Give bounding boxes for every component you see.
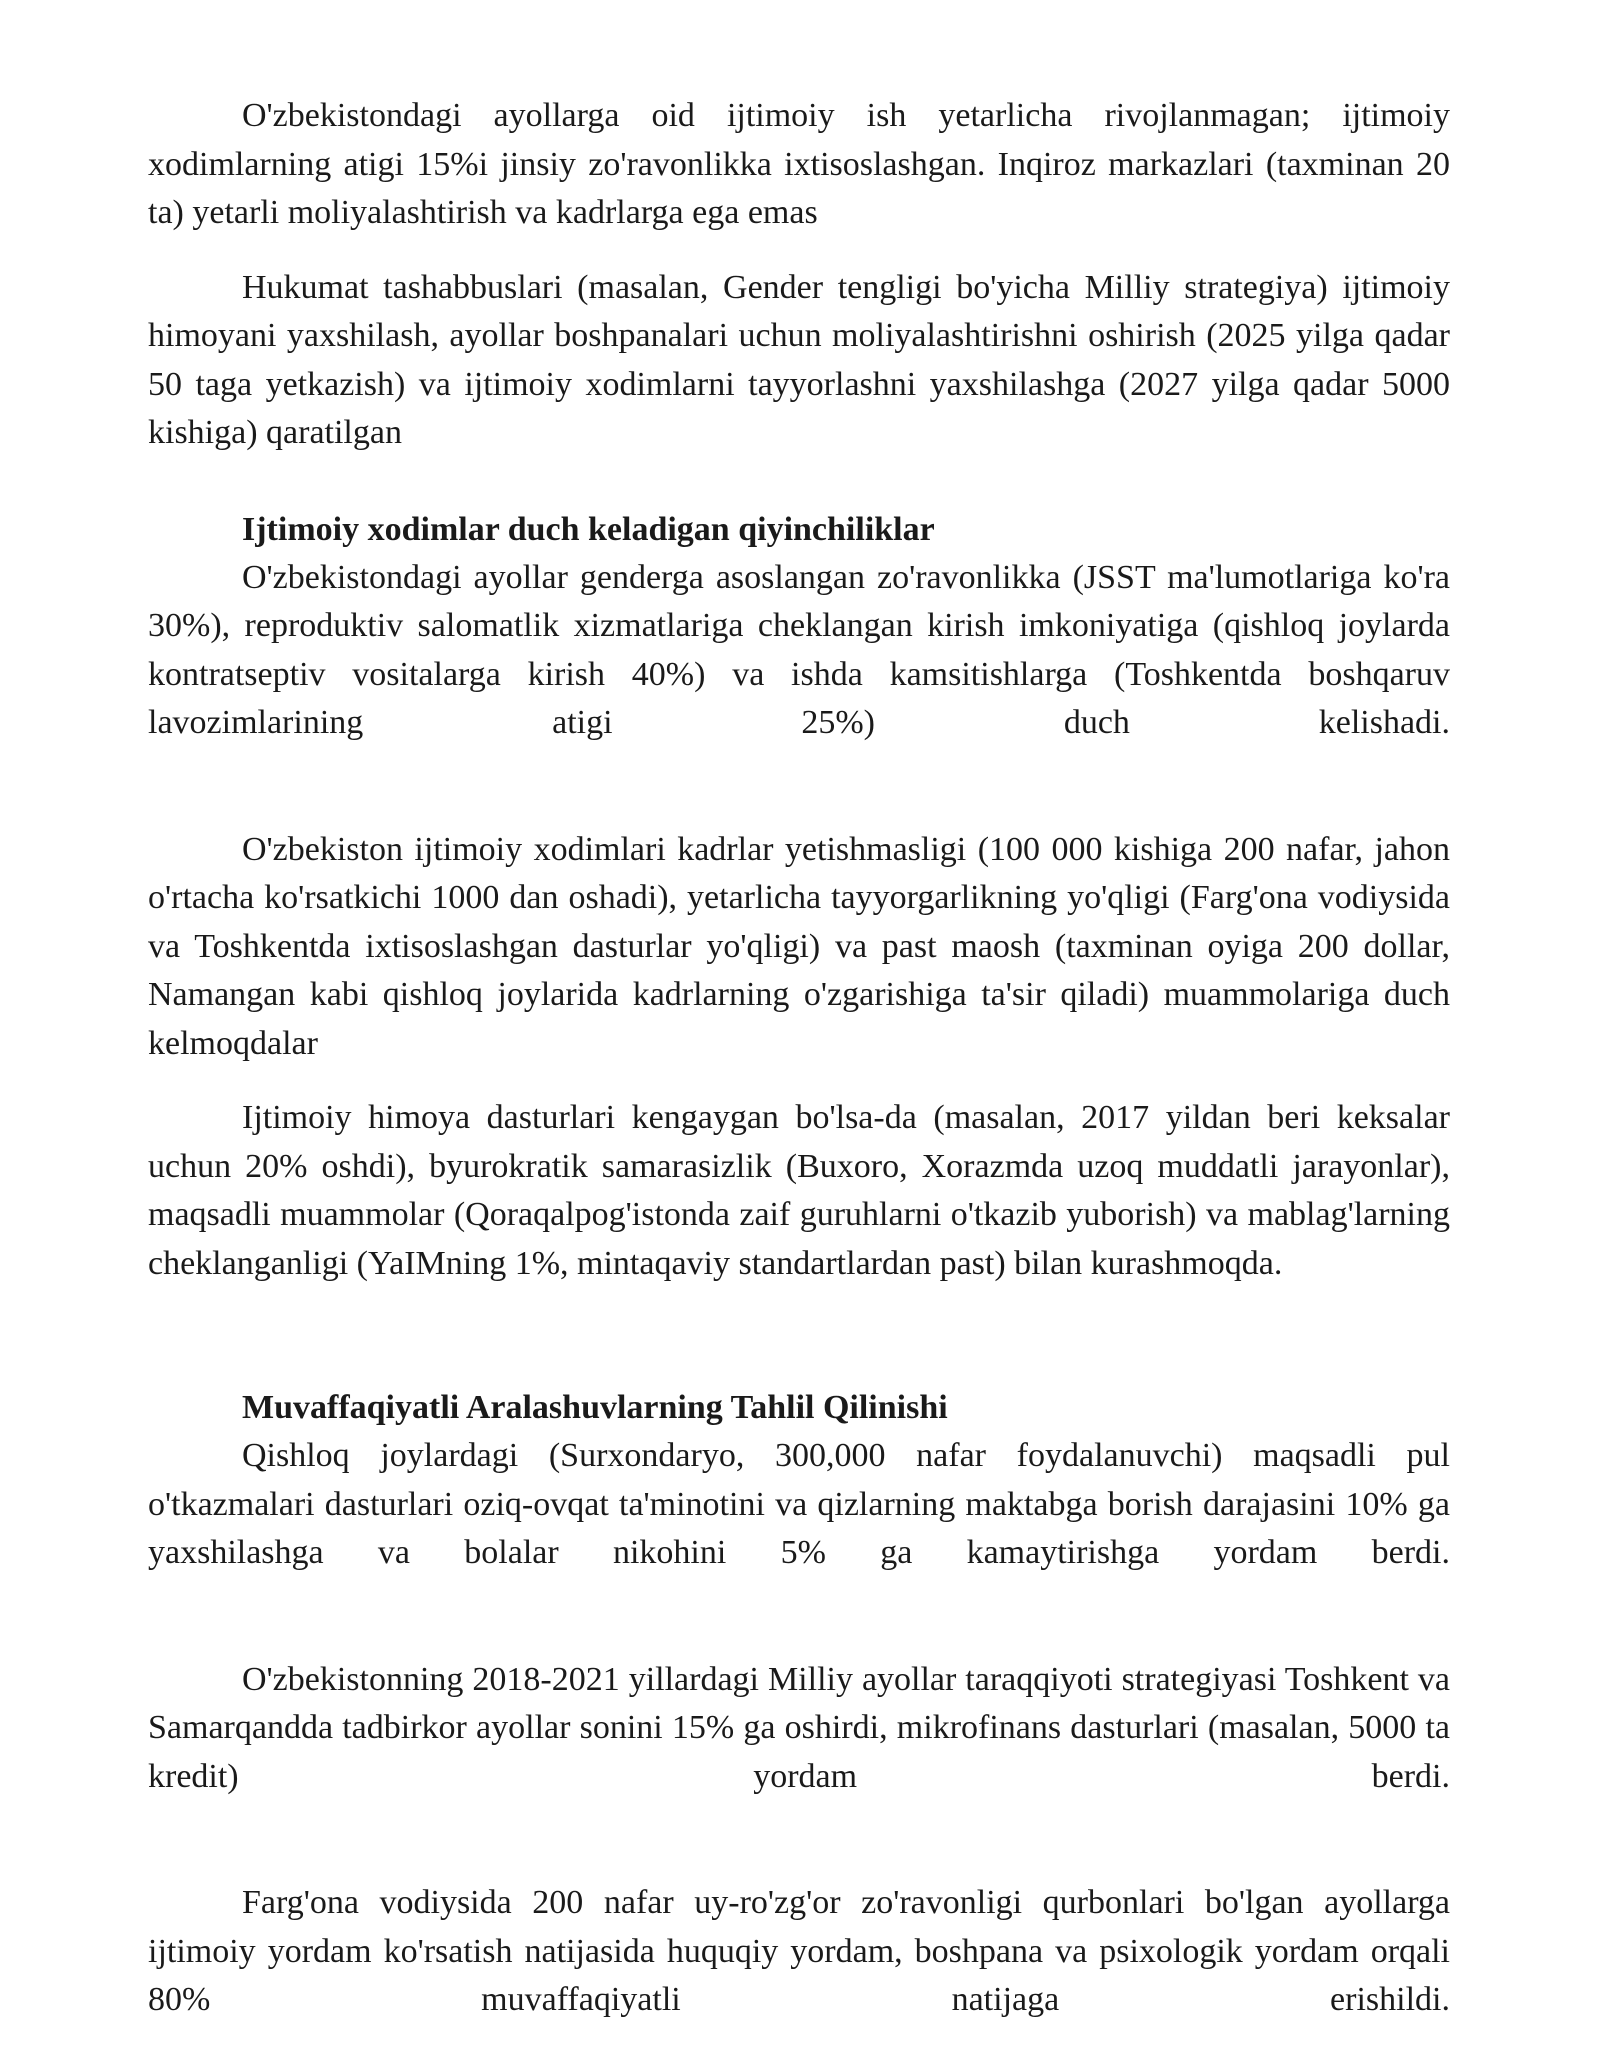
paragraph-cash-transfers: Qishloq joylardagi (Surxondaryo, 300,000 nafar foydalanuvchi) maqsadli pul o'tkazmalari dasturlari oziq-ovqat ta'minotini va qizlarning maktabga borish darajasini 10% ga yaxshilashga va bolalar nikohini 5% ga kamaytirishga yordam berdi.	[148, 1437, 1450, 1571]
document-page	[148, 92, 1450, 2025]
paragraph-social-work-status: O'zbekistondagi ayollarga oid ijtimoiy ish yetarlicha rivojlanmagan; ijtimoiy xodimlarning atigi 15%i jinsiy zo'ravonlikka ixtisoslashgan. Inqiroz markazlari (taxminan 20 ta) yetarli moliyalashtirish va kadrlarga ega emas	[148, 97, 1450, 231]
spacer	[148, 748, 1450, 826]
section-heading-interventions: Muvaffaqiyatli Aralashuvlarning Tahlil Qilinishi	[242, 1389, 948, 1426]
spacer	[148, 1801, 1450, 1879]
spacer	[148, 458, 1450, 506]
spacer	[148, 1288, 1450, 1384]
paragraph-domestic-violence-support: Farg'ona vodiysida 200 nafar uy-ro'zg'or zo'ravonligi qurbonlari bo'lgan ayollarga ijtimoiy yordam ko'rsatish natijasida huquqiy yordam, boshpana va psixologik yordam orqali 80% muvaffaqiyatli natijaga erishildi.	[148, 1884, 1450, 2018]
paragraph-national-strategy: O'zbekistonning 2018-2021 yillardagi Milliy ayollar taraqqiyoti strategiyasi Toshkent va Samarqandda tadbirkor ayollar sonini 15% ga oshirdi, mikrofinans dasturlari (masalan, 5000 ta kredit) yordam berdi.	[148, 1660, 1450, 1795]
paragraph-government-initiatives: Hukumat tashabbuslari (masalan, Gender tengligi bo'yicha Milliy strategiya) ijtimoiy himoyani yaxshilash, ayollar boshpanalari uchun moliyalashtirishni oshirish (2025 yilga qadar 50 taga yetkazish) va ijtimoiy xodimlarni tayyorlashni yaxshilashga (2027 yilga qadar 5000 kishiga) qaratilgan	[148, 268, 1450, 451]
spacer	[148, 238, 1450, 264]
spacer	[148, 1578, 1450, 1656]
paragraph-social-protection: Ijtimoiy himoya dasturlari kengaygan bo'lsa-da (masalan, 2017 yildan beri keksalar uchun 20% oshdi), byurokratik samarasizlik (Buxoro, Xorazmda uzoq muddatli jarayonlar), maqsadli muammolar (Qoraqalpog'istonda zaif guruhlarni o'tkazib yuborish) va mablag'larning cheklanganligi (YaIMning 1%, mintaqaviy standartlardan past) bilan kurashmoqda.	[148, 1099, 1450, 1282]
paragraph-social-workers-shortage: O'zbekiston ijtimoiy xodimlari kadrlar yetishmasligi (100 000 kishiga 200 nafar, jahon o'rtacha ko'rsatkichi 1000 dan oshadi), yetarlicha tayyorgarlikning yo'qligi (Farg'ona vodiysida va Toshkentda ixtisoslashgan dasturlar yo'qligi) va past maosh (taxminan oyiga 200 dollar, Namangan kabi qishloq joylarida kadrlarning o'zgarishiga ta'sir qiladi) muammolariga duch kelmoqdalar	[148, 830, 1450, 1062]
paragraph-women-challenges: O'zbekistondagi ayollar genderga asoslangan zo'ravonlikka (JSST ma'lumotlariga ko'ra 30%), reproduktiv salomatlik xizmatlariga cheklangan kirish imkoniyatiga (qishloq joylarda kontratseptiv vositalarga kirish 40%) va ishda kamsitishlarga (Toshkentda boshqaruv lavozimlarining atigi 25%) duch kelishadi.	[148, 558, 1450, 741]
spacer	[148, 1068, 1450, 1094]
section-heading-challenges: Ijtimoiy xodimlar duch keladigan qiyinchiliklar	[242, 510, 935, 548]
